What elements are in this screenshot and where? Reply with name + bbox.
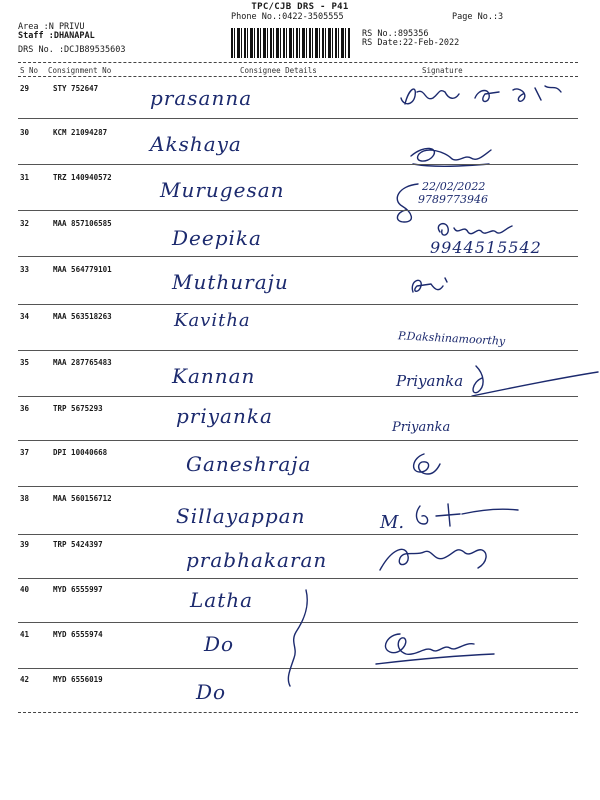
row-consignment: KCM 21094287	[53, 128, 108, 137]
row-sno: 37	[20, 448, 30, 457]
row-sno: 29	[20, 84, 30, 93]
row-divider	[18, 118, 578, 119]
signature-phone: 9789773946	[418, 193, 488, 206]
row-divider	[18, 396, 578, 397]
row-sno: 33	[20, 265, 30, 274]
barcode	[231, 28, 351, 58]
row-consignee-handwritten: Do	[204, 632, 235, 656]
signature-mark	[372, 538, 502, 578]
row-consignee-handwritten: Kavitha	[174, 310, 251, 331]
signature-date: 22/02/2022	[422, 180, 486, 193]
row-divider	[18, 534, 578, 535]
signature-phone: 9944515542	[430, 238, 542, 257]
row-consignee-handwritten: Muthuraju	[172, 270, 289, 294]
signature-mark	[404, 450, 444, 478]
row-divider	[18, 486, 578, 487]
row-sno: 41	[20, 630, 30, 639]
row-consignment: DPI 10040668	[53, 448, 108, 457]
table-footer-divider	[18, 712, 578, 713]
rs-date: RS Date:22-Feb-2022	[362, 38, 460, 48]
row-consignment: TRZ 140940572	[53, 173, 112, 182]
row-sno: 38	[20, 494, 30, 503]
signature-mark	[405, 142, 495, 170]
row-divider	[18, 304, 578, 305]
row-consignee-handwritten: Murugesan	[160, 178, 285, 202]
signature-name: P.Dakshinamoorthy	[397, 329, 506, 348]
row-divider	[18, 350, 578, 351]
signature-mark	[400, 500, 520, 532]
row-consignment: TRP 5424397	[53, 540, 103, 549]
row-consignee-handwritten: prasanna	[150, 86, 253, 110]
row-consignee-handwritten: Akshaya	[150, 132, 242, 156]
signature-name: Priyanka	[396, 372, 464, 390]
document-title: TPC/CJB DRS - P41	[251, 2, 349, 12]
row-divider	[18, 440, 578, 441]
row-divider	[18, 578, 578, 579]
row-consignment: MAA 560156712	[53, 494, 112, 503]
row-consignment: MAA 564779101	[53, 265, 112, 274]
row-consignee-handwritten: prabhakaran	[186, 548, 328, 572]
row-consignee-handwritten: Ganeshraja	[186, 452, 312, 476]
column-header-divider	[18, 76, 578, 77]
phone-number: Phone No.:0422-3505555	[231, 12, 344, 22]
col-header-consignee: Consignee Details	[240, 66, 317, 75]
row-sno: 42	[20, 675, 30, 684]
row-consignment: STY 752647	[53, 84, 99, 93]
row-divider	[18, 256, 578, 257]
row-consignment: MAA 563518263	[53, 312, 112, 321]
header-divider	[18, 62, 578, 63]
row-consignment: MAA 287765483	[53, 358, 112, 367]
drs-number: DRS No. :DCJB89535603	[18, 45, 126, 55]
col-header-sno: S No	[20, 66, 39, 75]
signature-mark	[395, 80, 565, 112]
row-sno: 32	[20, 219, 30, 228]
area-field: Area :N PRIVU	[18, 22, 85, 32]
signature-name: Priyanka	[392, 420, 451, 435]
row-consignee-handwritten: Kannan	[172, 364, 256, 388]
row-sno: 35	[20, 358, 30, 367]
signature-mark	[430, 218, 520, 240]
row-sno: 30	[20, 128, 30, 137]
staff-field: Staff :DHANAPAL	[18, 31, 95, 41]
row-sno: 34	[20, 312, 30, 321]
signature-mark	[370, 626, 500, 670]
row-consignment: MAA 857106585	[53, 219, 112, 228]
row-divider	[18, 210, 578, 211]
row-consignee-handwritten: Deepika	[172, 226, 262, 250]
row-consignee-handwritten: Sillayappan	[176, 504, 306, 528]
row-sno: 39	[20, 540, 30, 549]
row-sno: 31	[20, 173, 30, 182]
row-consignment: MYD 6555974	[53, 630, 103, 639]
row-consignee-handwritten: Latha	[190, 588, 254, 612]
rs-number: RS No.:895356	[362, 29, 429, 39]
col-header-signature: Signature	[422, 66, 463, 75]
row-consignment: TRP 5675293	[53, 404, 103, 413]
signature-mark	[405, 272, 455, 298]
row-sno: 40	[20, 585, 30, 594]
signature-initial: M.	[380, 512, 405, 533]
row-consignee-handwritten: Do	[196, 680, 227, 704]
signature-mark	[380, 362, 600, 398]
col-header-consignment: Consignment No	[48, 66, 112, 75]
row-consignee-handwritten: priyanka	[176, 404, 273, 428]
row-consignment: MYD 6556019	[53, 675, 103, 684]
page-number: Page No.:3	[452, 12, 504, 22]
row-sno: 36	[20, 404, 30, 413]
ditto-brace-mark	[282, 586, 316, 688]
row-consignment: MYD 6555997	[53, 585, 103, 594]
row-divider	[18, 164, 578, 165]
